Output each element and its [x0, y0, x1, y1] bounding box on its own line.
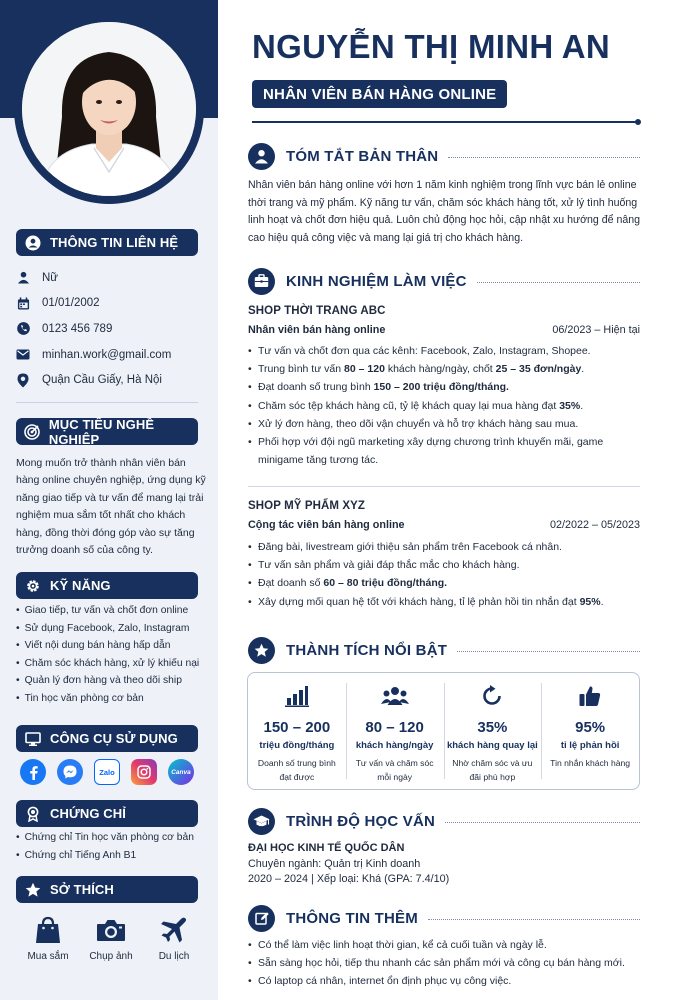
- hobbies-section-header: [16, 876, 198, 903]
- education-block: [248, 841, 640, 888]
- tools-row: [20, 759, 194, 785]
- job-company: SHOP THỜI TRANG ABC: [248, 305, 386, 317]
- hobby-shopping: Mua sắm: [22, 915, 74, 962]
- achievement-card: 150 – 200 triệu đồng/tháng Doanh số trung bình đạt được: [248, 673, 346, 789]
- hobby-photography: Chụp ảnh: [85, 915, 137, 962]
- section-dotted-rule: [477, 282, 640, 283]
- instagram-icon: [131, 759, 157, 785]
- list-item: • Tin học văn phòng cơ bản: [16, 690, 212, 708]
- contact-gender: Nữ: [16, 265, 206, 291]
- briefcase-icon: [248, 268, 275, 295]
- candidate-name: NGUYỄN THỊ MINH AN: [252, 28, 611, 65]
- sidebar-divider: [16, 402, 198, 403]
- avatar: [22, 22, 196, 196]
- skills-list: [16, 602, 212, 708]
- skills-section-title: KỸ NĂNG: [50, 578, 111, 593]
- bar-chart-icon: [248, 684, 346, 708]
- airplane-icon: [148, 915, 200, 945]
- job-period: 06/2023 – Hiện tại: [552, 324, 640, 336]
- list-item: • Viết nội dung bán hàng hấp dẫn: [16, 637, 212, 655]
- target-icon: [24, 423, 41, 441]
- graduation-cap-icon: [248, 808, 275, 835]
- phone-icon: [16, 322, 30, 336]
- contact-list: [16, 265, 206, 393]
- tools-section-title: CÔNG CỤ SỬ DỤNG: [50, 731, 178, 746]
- section-dotted-rule: [448, 157, 640, 158]
- summary-text: Nhân viên bán hàng online với hơn 1 năm kinh nghiệm trong lĩnh vực bán lẻ online thời trang và mỹ phẩm. Kỹ năng tư vấn, chăm sóc khách hàng tốt, xử lý tình huống linh hoạt và chốt đơn hiệu quả. Luôn chủ động học hỏi, cập nhật xu hướng để nâng cao hiệu quả công việc và mang lại giá trị cho khách hàng.: [248, 179, 641, 244]
- id-card-icon: [24, 234, 42, 252]
- job-bullets: [248, 538, 640, 611]
- achievement-card: 35% khách hàng quay lại Nhờ chăm sóc và ưu đãi phù hợp: [444, 673, 542, 789]
- contact-phone[interactable]: 0123 456 789: [16, 316, 206, 342]
- thumbs-up-icon: [541, 684, 639, 708]
- contact-section-header: [16, 229, 198, 256]
- list-item: • Có laptop cá nhân, internet ổn định phục vụ công việc.: [248, 972, 640, 990]
- section-dotted-rule: [445, 822, 640, 823]
- mail-icon: [16, 348, 30, 362]
- experience-section-header: [248, 267, 640, 295]
- education-section-title: TRÌNH ĐỘ HỌC VẤN: [286, 812, 436, 830]
- section-dotted-rule: [457, 651, 640, 652]
- summary-section-title: TÓM TẮT BẢN THÂN: [286, 147, 439, 165]
- main-content: [218, 0, 700, 1000]
- list-item: • Chứng chỉ Tiếng Anh B1: [16, 847, 212, 865]
- summary-section-header: [248, 142, 640, 170]
- user-icon: [16, 271, 30, 285]
- users-icon: [346, 684, 444, 708]
- achievements-section-header: [248, 636, 640, 664]
- star-icon: [24, 881, 42, 899]
- location-icon: [16, 373, 30, 387]
- achievements-panel: [247, 672, 640, 790]
- calendar-icon: [16, 296, 30, 310]
- user-icon: [248, 143, 275, 170]
- extra-list: [248, 936, 640, 991]
- objective-text: Mong muốn trở thành nhân viên bán hàng online chuyên nghiệp, ứng dụng kỹ năng giao tiếp và tư vấn để mang lại trải nghiệm mua sắm tốt nhất cho khách hàng, đồng thời đóng góp vào sự tăng trưởng doanh số của công ty.: [16, 457, 206, 557]
- list-item: • Phối hợp với đội ngũ marketing xây dựng chương trình khuyến mãi, game minigame tăng tương tác.: [248, 433, 640, 469]
- experience-section-title: KINH NGHIỆM LÀM VIỆC: [286, 272, 467, 290]
- job-bullets: [248, 342, 640, 469]
- list-item: • Tư vấn và chốt đơn qua các kênh: Facebook, Zalo, Instagram, Shopee.: [248, 342, 640, 360]
- education-major: Chuyên ngành: Quản trị Kinh doanh: [248, 857, 421, 870]
- section-dotted-rule: [428, 919, 640, 920]
- list-item: • Đăng bài, livestream giới thiệu sản phẩm trên Facebook cá nhân.: [248, 538, 640, 556]
- achievements-section-title: THÀNH TÍCH NỔI BẬT: [286, 641, 448, 659]
- hobbies-section-title: SỞ THÍCH: [50, 882, 114, 897]
- job-title-badge: NHÂN VIÊN BÁN HÀNG ONLINE: [252, 80, 507, 108]
- education-section-header: [248, 807, 640, 835]
- monitor-icon: [24, 730, 42, 748]
- education-school: ĐẠI HỌC KINH TẾ QUỐC DÂN: [248, 842, 405, 854]
- list-item: • Xây dựng mối quan hệ tốt với khách hàng, tỉ lệ phản hồi tin nhắn đạt 95%.: [248, 593, 640, 611]
- job-position: Cộng tác viên bán hàng online: [248, 519, 405, 531]
- facebook-icon: [20, 759, 46, 785]
- zalo-icon: Zalo: [94, 759, 120, 785]
- list-item: • Chăm sóc khách hàng, xử lý khiếu nại: [16, 655, 212, 673]
- list-item: • Xử lý đơn hàng, theo dõi vận chuyển và hỗ trợ khách hàng sau mua.: [248, 415, 640, 433]
- star-icon: [248, 637, 275, 664]
- contact-email[interactable]: minhan.work@gmail.com: [16, 342, 206, 368]
- edit-icon: [248, 905, 275, 932]
- list-item: • Đạt doanh số trung bình 150 – 200 triệu đồng/tháng.: [248, 378, 640, 396]
- extra-section-header: [248, 904, 640, 932]
- hobbies-row: [16, 915, 206, 962]
- extra-section-title: THÔNG TIN THÊM: [286, 909, 418, 927]
- list-item: • Trung bình tư vấn 80 – 120 khách hàng/ngày, chốt 25 – 35 đơn/ngày.: [248, 360, 640, 378]
- list-item: • Chứng chỉ Tin học văn phòng cơ bản: [16, 829, 212, 847]
- achievement-card: 95% tỉ lệ phản hồi Tin nhắn khách hàng: [541, 673, 639, 789]
- list-item: • Tư vấn sản phẩm và giải đáp thắc mắc cho khách hàng.: [248, 556, 640, 574]
- refresh-icon: [444, 684, 542, 708]
- certificates-section-title: CHỨNG CHỈ: [50, 806, 126, 821]
- list-item: • Chăm sóc tệp khách hàng cũ, tỷ lệ khách quay lại mua hàng đạt 35%.: [248, 397, 640, 415]
- skills-section-header: [16, 572, 198, 599]
- list-item: • Đạt doanh số 60 – 80 triệu đồng/tháng.: [248, 574, 640, 592]
- hobby-travel: Du lịch: [148, 915, 200, 962]
- job-company: SHOP MỸ PHẨM XYZ: [248, 500, 366, 512]
- tools-section-header: [16, 725, 198, 752]
- header-rule: [252, 121, 638, 123]
- objective-section-header: [16, 418, 198, 445]
- shopping-bag-icon: [22, 915, 74, 945]
- objective-section-title: MỤC TIÊU NGHỀ NGHIỆP: [48, 416, 155, 447]
- list-item: • Giao tiếp, tư vấn và chốt đơn online: [16, 602, 212, 620]
- sidebar: [0, 0, 218, 1000]
- header-rule-dot: [635, 119, 641, 125]
- education-detail: 2020 – 2024 | Xếp loại: Khá (GPA: 7.4/10): [248, 873, 450, 885]
- messenger-icon: [57, 759, 83, 785]
- camera-icon: [85, 915, 137, 945]
- certificates-list: [16, 829, 212, 864]
- job-period: 02/2022 – 05/2023: [549, 519, 640, 531]
- award-icon: [24, 805, 42, 823]
- gear-icon: [24, 577, 42, 595]
- contact-birthdate: 01/01/2002: [16, 291, 206, 317]
- list-item: • Sử dụng Facebook, Zalo, Instagram: [16, 620, 212, 638]
- job-position: Nhân viên bán hàng online: [248, 324, 386, 336]
- list-item: • Có thể làm việc linh hoạt thời gian, kể cả cuối tuần và ngày lễ.: [248, 936, 640, 954]
- job-divider: [248, 486, 640, 487]
- list-item: • Quản lý đơn hàng và theo dõi ship: [16, 672, 212, 690]
- certificates-section-header: [16, 800, 198, 827]
- job-header: [248, 324, 640, 336]
- job-header: [248, 519, 640, 531]
- list-item: • Sẵn sàng học hỏi, tiếp thu nhanh các sản phẩm mới và công cụ bán hàng mới.: [248, 954, 640, 972]
- contact-section-title: THÔNG TIN LIÊN HỆ: [50, 235, 179, 250]
- contact-address: Quận Cầu Giấy, Hà Nội: [16, 367, 206, 393]
- achievement-card: 80 – 120 khách hàng/ngày Tư vấn và chăm sóc mỗi ngày: [346, 673, 444, 789]
- canva-icon: Canva: [168, 759, 194, 785]
